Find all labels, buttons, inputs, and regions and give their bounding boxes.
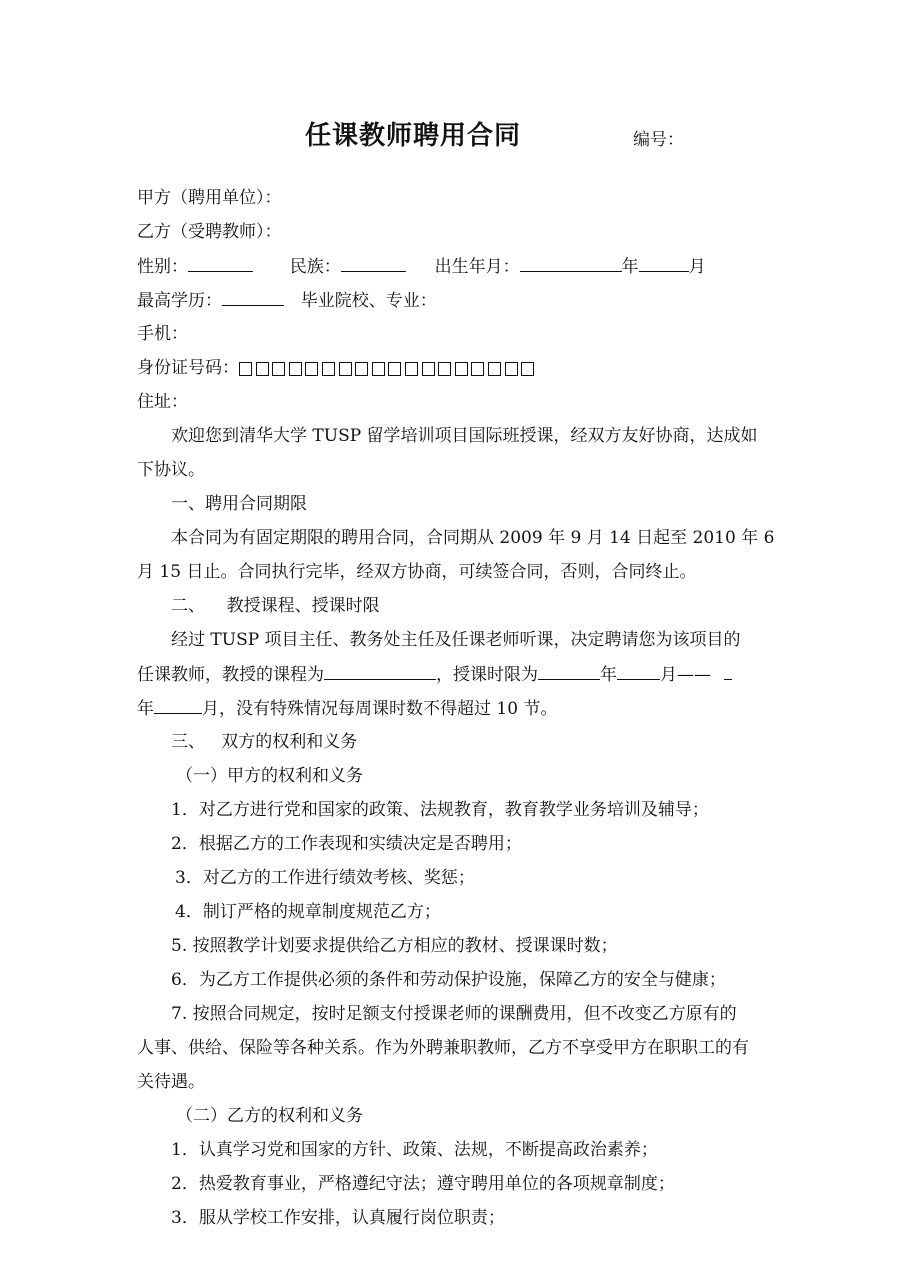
section-1-text-line1: 本合同为有固定期限的聘用合同，合同期从 2009 年 9 月 14 日起至 2010 年 6 [171,528,775,548]
party-b-rights-heading: （二）乙方的权利和义务 [176,1106,363,1126]
address-line: 住址： [137,392,188,412]
party-b-item-2: 2．热爱教育事业，严格遵纪守法；遵守聘用单位的各项规章制度； [171,1174,675,1194]
id-digit-box [488,362,501,376]
id-digit-box [239,362,252,376]
education-label: 最高学历： [137,291,222,311]
education-line [137,289,437,312]
section-2-text-line1: 经过 TUSP 项目主任、教务处主任及任课老师听课，决定聘请您为该项目的 [171,630,741,650]
id-digit-box [372,362,385,376]
birth-label: 出生年月： [434,257,520,277]
id-digit-box [455,362,468,376]
term-end-month-blank [154,697,202,714]
section-1-heading: 一、聘用合同期限 [171,494,307,514]
id-digit-box [422,362,435,376]
section-3-heading: 三、 双方的权利和义务 [171,732,358,752]
party-a-item-4: 4．制订严格的规章制度规范乙方； [175,902,441,922]
party-a-item-7-line3: 关待遇。 [137,1072,205,1092]
party-a-item-7-line1: 7. 按照合同规定，按时足额支付授课老师的课酬费用，但不改变乙方原有的 [171,1004,737,1024]
id-digit-box [405,362,418,376]
term-end-month-text: 月，没有特殊情况每周课时数不得超过 10 节。 [202,699,558,719]
birth-year-blank [520,255,622,272]
id-number-line [137,357,538,380]
section-1-text-line2: 月 15 日止。合同执行完毕，经双方协商，可续签合同，否则，合同终止。 [137,562,697,582]
term-end-year-char: 年 [137,699,154,719]
party-a-item-2: 2．根据乙方的工作表现和实绩决定是否聘用； [171,834,522,854]
party-a-item-5: 5. 按照教学计划要求提供给乙方相应的教材、授课课时数； [171,936,618,956]
document-title: 任课教师聘用合同 [305,121,522,151]
id-digit-box [355,362,368,376]
id-digit-box [322,362,335,376]
personal-info-line [137,255,706,278]
section-2-text-line2 [137,663,732,686]
term-label: ，授课时限为 [436,665,538,685]
party-a-item-3: 3．对乙方的工作进行绩效考核、奖惩； [175,868,475,888]
id-digit-box [471,362,484,376]
party-a-rights-heading: （一）甲方的权利和义务 [176,766,363,786]
term-end-year-blank-start [724,663,732,680]
id-number-boxes [239,358,538,380]
course-label: 任课教师，教授的课程为 [137,665,324,685]
party-b-line: 乙方（受聘教师）： [137,222,282,242]
gender-label: 性别： [137,257,188,277]
course-blank [324,663,436,680]
party-a-item-6: 6．为乙方工作提供必须的条件和劳动保护设施，保障乙方的安全与健康； [171,970,726,990]
term-start-month-blank [617,663,660,680]
id-digit-box [438,362,451,376]
party-a-item-1: 1．对乙方进行党和国家的政策、法规教育，教育教学业务培训及辅导； [171,800,709,820]
phone-line: 手机： [137,324,188,344]
section-2-text-line3 [137,697,557,720]
id-digit-box [505,362,518,376]
party-b-item-3: 3．服从学校工作安排，认真履行岗位职责； [171,1208,505,1228]
section-2-heading: 二、 教授课程、授课时限 [171,596,380,616]
id-digit-box [289,362,302,376]
intro-paragraph-line1: 欢迎您到清华大学 TUSP 留学培训项目国际班授课，经双方友好协商，达成如 [171,426,758,446]
id-digit-box [272,362,285,376]
party-b-item-1: 1．认真学习党和国家的方针、政策、法规，不断提高政治素养； [171,1140,658,1160]
gender-blank [188,255,253,272]
education-blank [222,289,284,306]
intro-paragraph-line2: 下协议。 [137,460,205,480]
birth-year-char: 年 [621,257,639,277]
id-number-label: 身份证号码： [137,358,239,378]
id-digit-box [388,362,401,376]
id-digit-box [521,362,534,376]
ethnicity-label: 民族： [289,257,341,277]
id-digit-box [339,362,352,376]
party-a-item-7-line2: 人事、供给、保险等各种关系。作为外聘兼职教师，乙方不享受甲方在职职工的有 [137,1038,749,1058]
id-digit-box [305,362,318,376]
term-start-year-blank [538,663,600,680]
party-a-line: 甲方（聘用单位）： [137,188,282,208]
school-label: 毕业院校、专业： [300,291,437,311]
birth-month-char: 月 [688,257,706,277]
term-start-year-char: 年 [600,665,617,685]
term-start-month-char: 月—— [660,665,711,685]
ethnicity-blank [341,255,406,272]
birth-month-blank [639,255,689,272]
document-number-label: 编号： [633,130,684,150]
id-digit-box [256,362,269,376]
